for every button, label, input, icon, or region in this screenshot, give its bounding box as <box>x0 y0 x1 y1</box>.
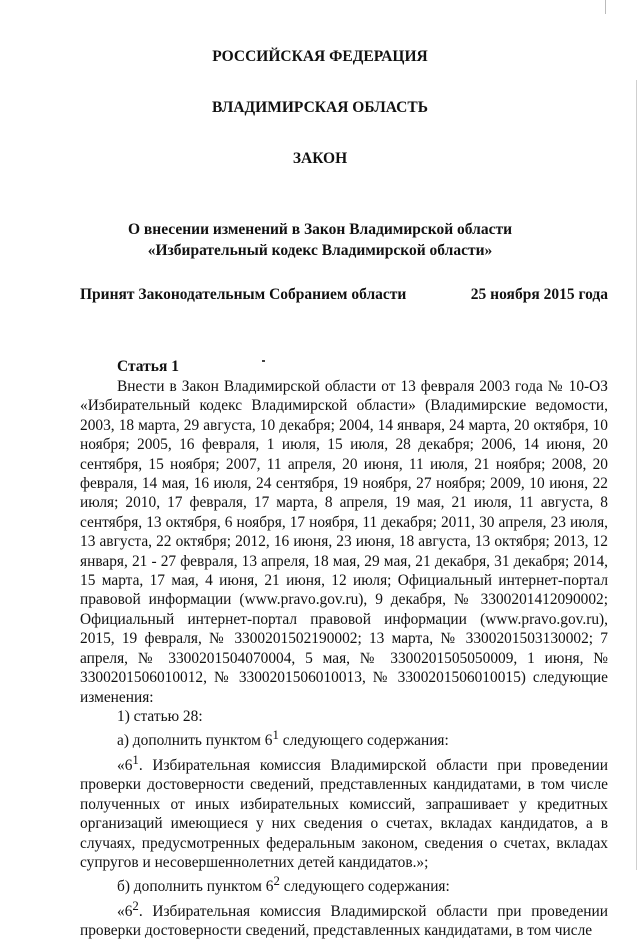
header-region: ВЛАДИМИРСКАЯ ОБЛАСТЬ <box>212 99 428 116</box>
adopted-by: Принят Законодательным Собранием области <box>80 286 407 303</box>
header-country: РОССИЙСКАЯ ФЕДЕРАЦИЯ <box>212 48 428 65</box>
law-title <box>0 219 640 261</box>
subitem-a: а) дополнить пунктом $6^1$ следующего содержания: <box>117 728 449 750</box>
law-title-line-1: О внесении изменений в Закон Владимирской области <box>127 221 513 238</box>
scan-mark <box>262 360 265 362</box>
scan-edge-top <box>605 0 606 14</box>
subitem-b: б) дополнить пунктом $6^2$ следующего содержания: <box>117 874 450 896</box>
scan-edge <box>636 80 637 870</box>
adoption-line <box>80 286 608 304</box>
quoted-paragraph-6-1: «$6^1$. Избирательная комиссия Владимирской области при проведении проверки достоверности сведений, представленных кандидатами, в том числе полученных от иных избирательных комиссий, запрашивает у кредитных организаций имеющиеся у них сведения о счетах, вкладах кандидатов, а в случаях, предусмотренных федеральным законом, сведения о счетах, вкладах супругов и несовершеннолетних детей кандидатов.»; <box>80 752 608 871</box>
quoted-paragraph-6-2: «$6^2$. Избирательная комиссия Владимирской области при проведении проверки достоверности сведений, представленных кандидатами, в том числе <box>80 898 608 940</box>
article-heading: Статья 1 <box>117 358 179 375</box>
article-body <box>80 377 608 941</box>
item-1: 1) статью 28: <box>117 707 203 725</box>
header-doc-type: ЗАКОН <box>292 150 348 167</box>
law-title-line-2: «Избирательный кодекс Владимирской области» <box>147 242 493 259</box>
adoption-date: 25 ноября 2015 года <box>470 286 608 303</box>
article-intro: Внести в Закон Владимирской области от 13 февраля 2003 года № 10-ОЗ «Избирательный кодекс Владимирской области» (Владимирские ведомости, 2003, 18 марта, 29 августа, 10 декабря; 2004, 14 января, 24 марта, 20 октября, 10 ноября; 2005, 16 февраля, 1 июля, 15 июля, 28 декабря; 2006, 14 июня, 20 сентября, 15 ноября; 2007, 11 апреля, 20 июня, 11 июля, 21 ноября; 2008, 20 февраля, 14 мая, 16 июля, 24 сентября, 19 ноября, 27 ноября; 2009, 10 июня, 22 июля; 2010, 17 февраля, 17 марта, 8 апреля, 19 мая, 21 июля, 11 августа, 8 сентября, 13 октября, 6 ноября, 17 ноября, 11 декабря; 2011, 30 апреля, 23 июля, 13 августа, 22 октября; 2012, 16 июня, 23 июня, 18 августа, 13 октября; 2013, 12 января, 21 - 27 февраля, 13 апреля, 18 мая, 29 мая, 21 декабря, 31 декабря; 2014, 15 марта, 17 мая, 4 июня, 21 июня, 12 июля; Официальный интернет-портал правовой информации (www.pravo.gov.ru), 9 декабря, № 3300201412090002; Официальный интернет-портал правовой информации (www.pravo.gov.ru), 2015, 19 февраля, № 3300201502190002; 13 марта, № 3300201503130002; 7 апреля, № 3300201504070004, 5 мая, № 3300201505050009, 1 июня, № 3300201506010012, № 3300201506010013, № 3300201506010015) следующие изменения: <box>80 378 608 706</box>
